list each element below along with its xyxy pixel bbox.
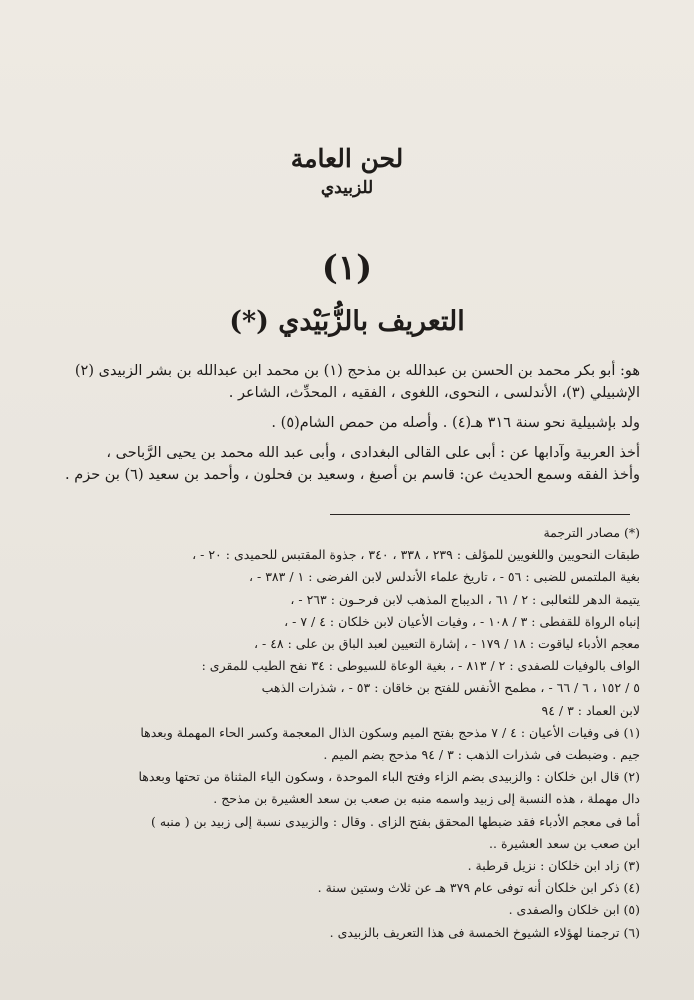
footnote-divider xyxy=(330,514,630,515)
source-line: يتيمة الدهر للثعالبى : ٢ / ٦١ ، الديباج المذهب لابن فرحـون : ٢٦٣ - ، xyxy=(290,591,640,607)
footnote-line: (١) فى وفيات الأعيان : ٤ / ٧ مذحج بفتح الميم وسكون الذال المعجمة وكسر الحاء المهملة وبعدها xyxy=(140,724,640,740)
footnotes xyxy=(60,522,640,944)
body-line: الإشبيلي (٣)، الأندلسى ، النحوى، اللغوى ، الفقيه ، المحدِّث، الشاعر . xyxy=(228,385,640,401)
source-line: الواف بالوفيات للصفدى : ٢ / ٨١٣ - ، بغية الوعاة للسيوطى : ٣٤ نفح الطيب للمقرى : xyxy=(201,658,640,674)
footnote-line: (٢) قال ابن خلكان : والزبيدى بضم الزاء وفتح الباء الموحدة ، وسكون الياء المثناة من تحتها وبعدها xyxy=(138,769,640,785)
source-line: طبقات النحويين واللغويين للمؤلف : ٢٣٩ ، ٣٣٨ ، ٣٤٠ ، جذوة المقتبس للحميدى : ٢٠ - ، xyxy=(192,547,640,563)
body-line: وأخذ الفقه وسمع الحديث عن: قاسم بن أصبغ ، وسعيد بن فحلون ، وأحمد بن سعيد (٦) بن حزم . xyxy=(65,467,640,483)
sources-title: (*) مصادر الترجمة xyxy=(543,525,640,540)
footnote-line: (٤) ذكر ابن خلكان أنه توفى عام ٣٧٩ هـ عن ثلاث وستين سنة . xyxy=(317,880,640,896)
footnote-line: جيم . وضبطت فى شذرات الذهب : ٣ / ٩٤ مذحج بضم الميم . xyxy=(323,747,640,763)
source-line: معجم الأدباء لياقوت : ١٨ / ١٧٩ - ، إشارة التعيين لعبد الباق بن على : ٤٨ - ، xyxy=(253,636,640,652)
footnote-line: ابن صعب بن سعد العشيرة .. xyxy=(489,835,640,851)
body-line: هو: أبو بكر محمد بن الحسن بن عبدالله بن مذحج (١) بن محمد ابن عبدالله بن بشر الزبيدى (٢) xyxy=(74,363,640,379)
body-text xyxy=(60,360,640,486)
source-line: إنباه الرواة للقفطى : ٣ / ١٠٨ - ، وفيات الأعيان لابن خلكان : ٤ / ٧ - ، xyxy=(284,613,640,629)
footnote-line: أما فى معجم الأدباء فقد ضبطها المحقق بفتح الزاى . وقال : والزبيدى نسبة إلى زبيد بن ( منبه ) xyxy=(150,813,640,829)
footnote-line: دال مهملة ، هذه النسبة إلى زبيد واسمه منبه بن صعب بن سعد العشيرة بن مذحج . xyxy=(213,791,640,807)
source-line: ٥ / ١٥٢ ، ٦ / ٦٦ - ، مطمح الأنفس للفتح بن خاقان : ٥٣ - ، شذرات الذهب xyxy=(261,680,640,696)
footnote-line: (٥) ابن خلكان والصفدى . xyxy=(508,902,640,918)
footnote-line: (٣) زاد ابن خلكان : نزيل قرطبة . xyxy=(467,858,640,874)
footnote-line: (٦) ترجمنا لهؤلاء الشيوخ الخمسة فى هذا التعريف بالزبيدى . xyxy=(329,924,640,940)
body-line: ولد بإشبيلية نحو سنة ٣١٦ هـ(٤) . وأصله من حمص الشام(٥) . xyxy=(271,415,640,431)
body-line: أخذ العربية وآدابها عن : أبى على القالى البغدادى ، وأبى عبد الله محمد بن يحيى الرَّباحى ، xyxy=(106,445,640,461)
section-title: التعريف بالزُّبَيْدي (*) xyxy=(229,306,465,337)
book-title: لحن العامة xyxy=(290,144,404,173)
section-number: (١) xyxy=(321,248,373,288)
source-line: بغية الملتمس للضبى : ٥٦ - ، تاريخ علماء الأندلس لابن الفرضى : ١ / ٣٨٣ - ، xyxy=(248,569,640,585)
book-author: للزبيدي xyxy=(320,178,374,198)
source-line: لابن العماد : ٣ / ٩٤ xyxy=(541,702,640,718)
